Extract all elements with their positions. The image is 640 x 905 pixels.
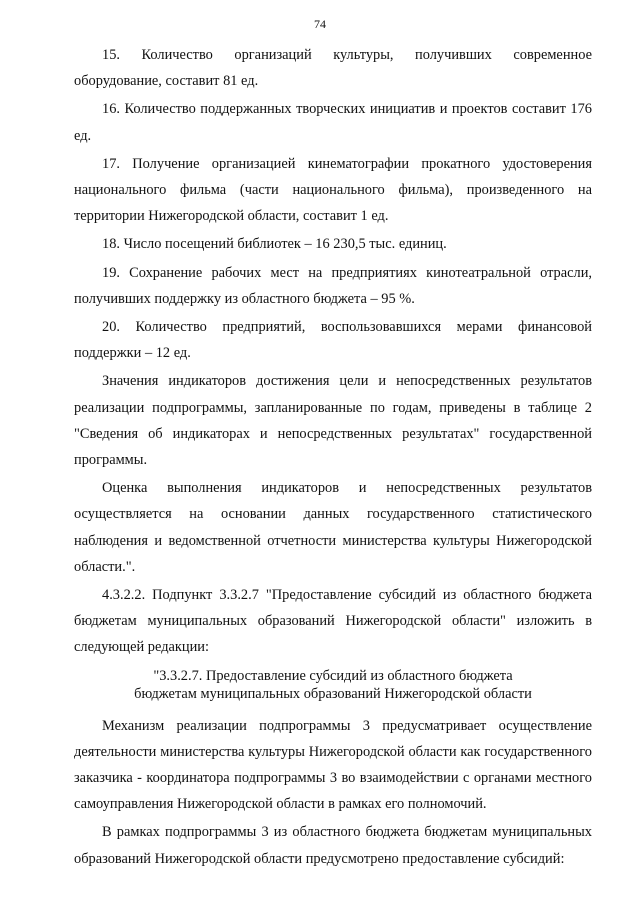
paragraph-indicator-assessment: Оценка выполнения индикаторов и непосредственных результатов осуществляется на основании данных государственного статистического наблюдения и ведомственной отчетности министерства культуры Нижегородской области.". bbox=[74, 480, 592, 575]
paragraph-item-20: 20. Количество предприятий, воспользовавшихся мерами финансовой поддержки – 12 ед. bbox=[74, 319, 592, 362]
page-number: 74 bbox=[314, 17, 326, 31]
paragraph-item-18: 18. Число посещений библиотек – 16 230,5 тыс. единиц. bbox=[102, 236, 447, 253]
section-heading-line-2: бюджетам муниципальных образований Нижегородской области bbox=[134, 685, 532, 702]
paragraph-amendment-instruction: 4.3.2.2. Подпункт 3.3.2.7 "Предоставление субсидий из областного бюджета бюджетам муниципальных образований Нижегородской области" изложить в следующей редакции: bbox=[74, 587, 592, 656]
paragraph-item-17: 17. Получение организацией кинематографии прокатного удостоверения национального фильма (части национального фильма), произведенного на территории Нижегородской области, составит 1 ед. bbox=[74, 155, 592, 225]
paragraph-indicator-values: Значения индикаторов достижения цели и непосредственных результатов реализации подпрограммы, запланированные по годам, приведены в таблице 2 "Сведения об индикаторах и непосредственных результатах" государственной программы. bbox=[74, 373, 592, 469]
paragraph-item-15: 15. Количество организаций культуры, получивших современное оборудование, составит 81 ед. bbox=[74, 47, 592, 90]
paragraph-item-19: 19. Сохранение рабочих мест на предприятиях кинотеатральной отрасли, получивших поддержку из областного бюджета – 95 %. bbox=[74, 264, 592, 307]
section-heading bbox=[74, 667, 592, 703]
paragraph-subsidies: В рамках подпрограммы 3 из областного бюджета бюджетам муниципальных образований Нижегородской области предусмотрено предоставление субсидий: bbox=[74, 824, 592, 867]
section-heading-line-1: "3.3.2.7. Предоставление субсидий из областного бюджета bbox=[153, 667, 513, 684]
paragraph-mechanism: Механизм реализации подпрограммы 3 предусматривает осуществление деятельности министерства культуры Нижегородской области как государственного заказчика - координатора подпрограммы 3 во взаимодействии с органами местного самоуправления Нижегородской области в рамках его полномочий. bbox=[74, 717, 592, 813]
paragraph-item-16: 16. Количество поддержанных творческих инициатив и проектов составит 176 ед. bbox=[74, 101, 592, 144]
document-body bbox=[74, 42, 592, 874]
